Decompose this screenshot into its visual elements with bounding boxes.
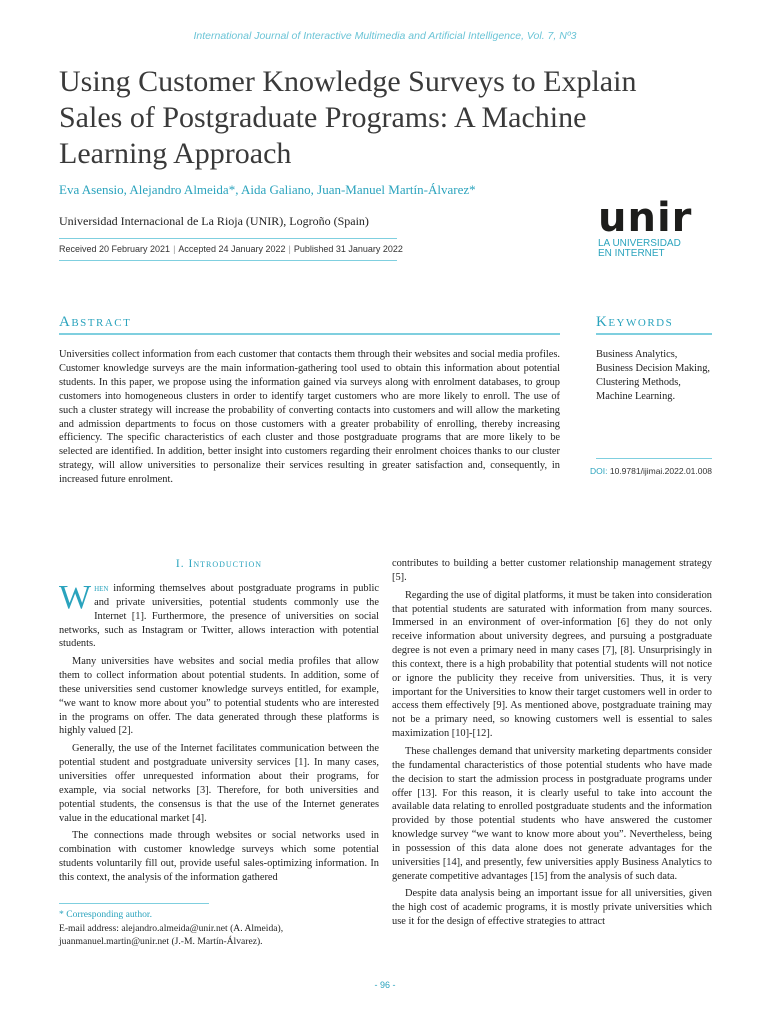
- footnote-email-1: E-mail address: alejandro.almeida@unir.net (A. Almeida),: [59, 922, 284, 934]
- publication-dates: Received 20 February 2021 | Accepted 24 January 2022 | Published 31 January 2022: [59, 244, 403, 254]
- abstract-text: Universities collect information from each customer that contacts them through their websites and social media profiles. Customer knowledge surveys are the main information-gathering tool used to obtain this information about potential students. In this paper, we propose using the information gained via surveys along with enrolment databases, to group customers into homogeneous clusters in order to identify target customers who are more likely to enroll. The use of such a cluster strategy will increase the probability of converting contacts into customers and will allow the marketing and admission departments to focus on those customers with a greater probability of enrolling, thereby increasing efficiency. The specific characteristics of each cluster and those postgraduate programs that are more likely to be selected are identified. In addition, better insight into customers regarding their enrolment choices thanks to our cluster strategy, will allow universities to personalize their services resulting in greater satisfaction and, consequently, in increased future enrolment.: [59, 349, 560, 486]
- left-column: [59, 579, 379, 889]
- abstract-heading: Abstract: [59, 314, 132, 330]
- received-date: Received 20 February 2021: [59, 244, 171, 254]
- intro-paragraph-5: contributes to building a better customer relationship management strategy [5].: [392, 558, 712, 583]
- intro-paragraph-1: [59, 579, 379, 651]
- corresponding-author-label: * Corresponding author.: [59, 909, 152, 920]
- keywords-rule: [596, 333, 712, 335]
- author-list: Eva Asensio, Alejandro Almeida*, Aida Galiano, Juan-Manuel Martín-Álvarez*: [59, 182, 476, 197]
- intro-paragraph-1-text: informing themselves about postgraduate programs in public and private universities, potential students commonly use the Internet [1]. Furthermore, the presence of universities on social networks, such as Instagram or Twitter, allows interaction with potential students.: [59, 583, 379, 650]
- footnote-email-2: juanmanuel.martin@unir.net (J.-M. Martín-Álvarez).: [59, 936, 263, 947]
- abstract-rule: [59, 333, 560, 335]
- keywords-text: Business Analytics, Business Decision Making, Clustering Methods, Machine Learning.: [596, 349, 711, 402]
- logo-tagline-2: EN INTERNET: [598, 248, 665, 259]
- section-number: I.: [175, 558, 185, 570]
- intro-paragraph-3: Generally, the use of the Internet facilitates communication between the potential student and postgraduate university services [1]. In many cases, universities offer unrequested information about their programs, for example, via social networks [3]. Therefore, for both universities and potential students, the consensus is that the use of the Internet generates value in the educational market [4].: [59, 743, 379, 824]
- introduction-heading: [59, 558, 379, 570]
- affiliation: Universidad Internacional de La Rioja (UNIR), Logroño (Spain): [59, 214, 369, 228]
- doi: [590, 466, 712, 476]
- right-column: [392, 557, 712, 933]
- dates-bottom-rule: [59, 260, 397, 261]
- intro-lead-in: hen: [94, 583, 109, 594]
- doi-label: DOI:: [590, 466, 608, 476]
- dates-top-rule: [59, 238, 397, 239]
- paper-title: Using Customer Knowledge Surveys to Explain Sales of Postgraduate Programs: A Machine Learning Approach: [59, 65, 637, 170]
- intro-paragraph-2: Many universities have websites and social media profiles that allow them to collect information about potential students. In addition, some of these universities send customer knowledge surveys entitled, for example, “we want to know more about you” to potential students who are interested in the programs on offer. The data generated through these platforms is highly valued [2].: [59, 656, 379, 737]
- intro-paragraph-4: The connections made through websites or social networks used in combination with customer knowledge surveys which some potential students voluntarily fill out, provide useful sales-optimizing information. In this context, the analysis of the information gathered: [59, 830, 379, 883]
- published-date: Published 31 January 2022: [293, 244, 403, 254]
- intro-paragraph-8: Despite data analysis being an important issue for all universities, given the high cost of academic programs, it is mostly private universities which use it for the design of effective strategies to attract: [392, 888, 712, 928]
- intro-paragraph-6: Regarding the use of digital platforms, it must be taken into consideration that potential students are saturated with information from many sources. Immersed in an environment of over-information [6] they do not only receive information about university degrees, and pursuing a postgraduate degree is not even a primary need in many cases [7], [8]. Unsurprisingly in this context, there is a high probability that potential students will not notice or ignore the publicity they receive from universities. Thus, it is very important for the Universities to know their target customers well in order to access them effectively [9]. As mentioned above, postgraduate training may not be a primary need, so knowing customers well is essential to sales maximization [10]-[12].: [392, 589, 712, 740]
- keywords-heading: Keywords: [596, 314, 674, 330]
- footnote: [59, 908, 379, 949]
- logo-tagline-1: LA UNIVERSIDAD: [598, 238, 681, 249]
- accepted-date: Accepted 24 January 2022: [178, 244, 286, 254]
- footnote-rule: [59, 903, 209, 904]
- page-number: - 96 -: [374, 980, 396, 990]
- doi-rule: [596, 458, 712, 459]
- section-title: Introduction: [188, 558, 263, 570]
- unir-logo: [598, 196, 718, 260]
- intro-paragraph-7: These challenges demand that university marketing departments consider the fundamental characteristics of those potential students who have made the decision to start the admission process in postgraduate programs under offer [13]. For this reason, it is clearly useful to take into account the available data relating to enrolled postgraduate students and the information provided by those potential students who have answered the customer knowledge survey “we want to know more about you”. Nevertheless, being in possession of this data alone does not generate advantages for the universities [14], and presently, few universities apply Business Analytics to generate competitive advantages [15] from the analysis of such data.: [392, 745, 712, 882]
- drop-cap: W: [59, 579, 92, 616]
- doi-value: 10.9781/ijimai.2022.01.008: [609, 466, 712, 476]
- logo-wordmark: unir: [598, 195, 693, 241]
- journal-header: International Journal of Interactive Multimedia and Artificial Intelligence, Vol. 7, Nº3: [193, 30, 577, 42]
